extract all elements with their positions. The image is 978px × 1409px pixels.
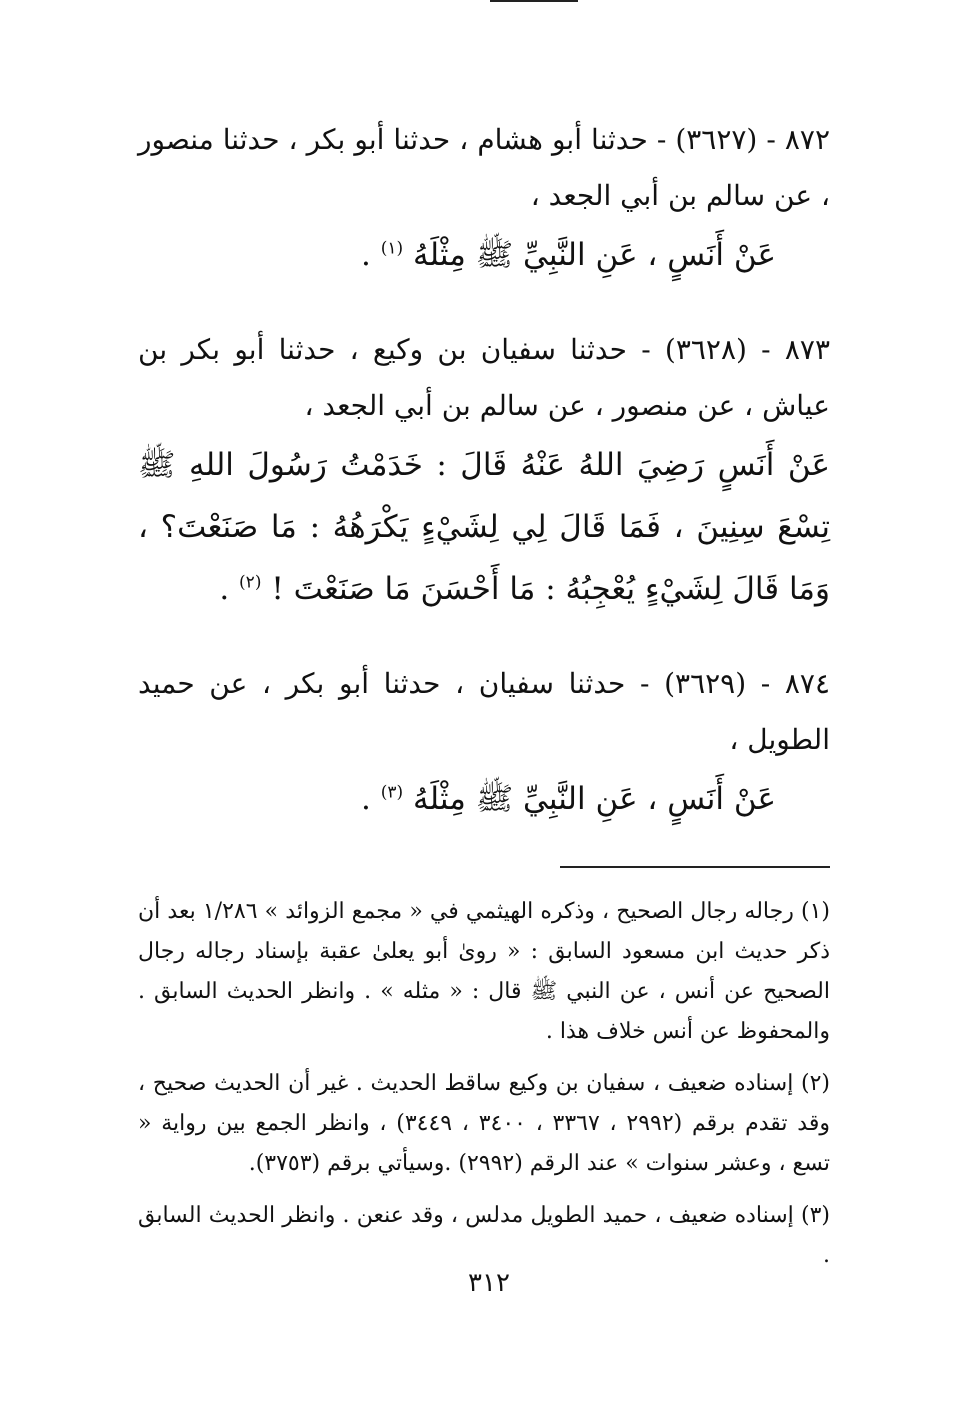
footnote-2: (٢) إسناده ضعيف ، سفيان بن وكيع ساقط الحديث . غير أن الحديث صحيح ، وقد تقدم برقم (٢٩٩٢ ، ٣٣٦٧ ، ٣٤٠٠ ، ٣٤٤٩) ، وانظر الجمع بين رواية « تسع ، وعشر سنوات » عند الرقم (٢٩٩٢) .وسيأتي برقم (٣٧٥٣).	[138, 1071, 830, 1176]
page-body	[138, 112, 830, 1288]
matn-text: عَنْ أَنَسٍ رَضِيَ اللهُ عَنْهُ قَالَ : خَدَمْتُ رَسُولَ اللهِ ﷺ تِسْعَ سِنِينَ ، فَمَا قَالَ لِي لِشَيْءٍ يَكْرَهُهُ : مَا صَنَعْتَ؟ ، وَمَا قَالَ لِشَيْءٍ يُعْجِبُهُ : مَا أَحْسَنَ مَا صَنَعْتَ !	[138, 447, 830, 607]
matn-end: .	[361, 237, 371, 273]
hadith-872	[138, 112, 830, 286]
footnote-ref[interactable]: (١)	[380, 238, 404, 259]
footnote-3: (٣) إسناده ضعيف ، حميد الطويل مدلس ، وقد عنعن . وانظر الحديث السابق .	[138, 1203, 830, 1268]
hadith-873	[138, 322, 830, 620]
hadith-matn	[138, 434, 830, 620]
footnote-1: (١) رجاله رجال الصحيح ، وذكره الهيثمي في « مجمع الزوائد » ١/٢٨٦ بعد أن ذكر حديث ابن مسعود السابق : « روىٰ أبو يعلىٰ عقبة بإسناد رجاله رجال الصحيح عن أنس ، عن النبي ﷺ قال : « مثله » . وانظر الحديث السابق . والمحفوظ عن أنس خلاف هذا .	[138, 899, 830, 1044]
header-rule	[490, 0, 578, 2]
matn-text: عَنْ أَنَسٍ ، عَنِ النَّبِيِّ ﷺ مِثْلَهُ	[413, 237, 776, 273]
matn-text: عَنْ أَنَسٍ ، عَنِ النَّبِيِّ ﷺ مِثْلَهُ	[413, 781, 776, 817]
hadith-isnad: ٨٧٢ - (٣٦٢٧) - حدثنا أبو هشام ، حدثنا أبو بكر ، حدثنا منصور ، عن سالم بن أبي الجعد ،	[138, 123, 830, 212]
hadith-874	[138, 656, 830, 830]
matn-end: .	[361, 781, 371, 817]
hadith-isnad: ٨٧٤ - (٣٦٢٩) - حدثنا سفيان ، حدثنا أبو بكر ، عن حميد الطويل ،	[138, 667, 830, 756]
hadith-isnad: ٨٧٣ - (٣٦٢٨) - حدثنا سفيان بن وكيع ، حدثنا أبو بكر بن عياش ، عن منصور ، عن سالم بن أبي الجعد ،	[138, 333, 830, 422]
footnote-ref[interactable]: (٢)	[239, 572, 262, 593]
footnotes	[138, 892, 830, 1276]
footnote-separator	[560, 866, 830, 868]
hadith-matn	[138, 224, 830, 286]
page-number: ٣١٢	[468, 1268, 510, 1298]
hadith-matn	[138, 768, 830, 830]
footnote-ref[interactable]: (٣)	[380, 782, 404, 803]
matn-end: .	[219, 571, 230, 607]
